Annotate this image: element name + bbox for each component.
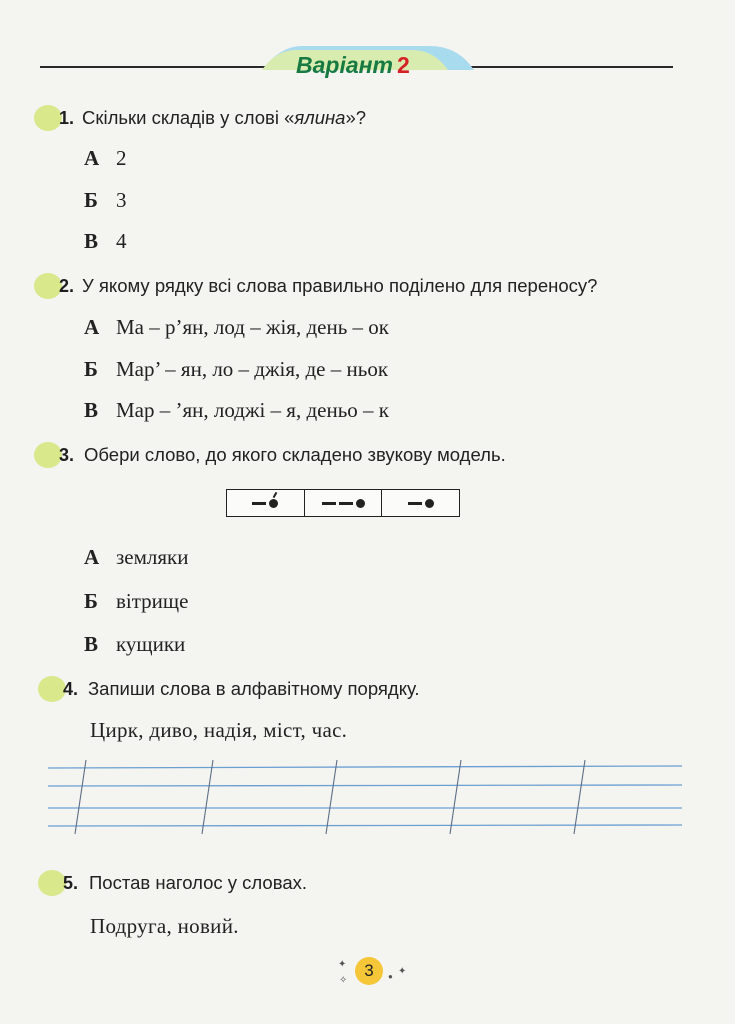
option-text: Ма – р’ян, лод – жія, день – ок bbox=[116, 315, 389, 339]
option-text: 4 bbox=[116, 229, 127, 253]
question-number: 3. bbox=[58, 444, 74, 465]
answer-option[interactable] bbox=[84, 188, 127, 213]
number-blob bbox=[38, 870, 66, 896]
variant-label: Варіант bbox=[296, 52, 393, 78]
number-blob bbox=[38, 676, 66, 702]
syllable-cell bbox=[305, 490, 383, 516]
answer-option[interactable] bbox=[84, 589, 188, 614]
consonant-dash bbox=[339, 502, 353, 505]
question-text: Постав наголос у словах. bbox=[89, 872, 307, 893]
answer-option[interactable] bbox=[84, 146, 127, 171]
option-letter: В bbox=[84, 632, 99, 656]
question-text-part: »? bbox=[345, 107, 367, 128]
answer-option[interactable] bbox=[84, 315, 389, 340]
question-number-badge bbox=[38, 675, 78, 703]
syllable-cell bbox=[382, 490, 459, 516]
option-text: Мар – ’ян, лоджі – я, деньо – к bbox=[116, 398, 389, 422]
example-words: Подруга, новий. bbox=[90, 914, 239, 938]
number-blob bbox=[34, 273, 62, 299]
question-text-part: Скільки складів у слові « bbox=[82, 107, 295, 128]
handwriting-lines[interactable] bbox=[48, 752, 684, 840]
question-number-badge bbox=[34, 272, 74, 300]
option-letter: А bbox=[84, 146, 100, 170]
variant-title bbox=[296, 52, 410, 79]
option-letter: Б bbox=[84, 589, 98, 613]
sparkle-icon: ✦ bbox=[398, 966, 407, 977]
sparkle-icon: ✦ bbox=[338, 959, 347, 970]
sound-model-diagram bbox=[226, 489, 460, 517]
question-number: 4. bbox=[62, 678, 78, 699]
option-letter: В bbox=[84, 398, 99, 422]
answer-option[interactable] bbox=[84, 632, 185, 657]
question-text: Запиши слова в алфавітному порядку. bbox=[88, 678, 420, 699]
question-text bbox=[82, 107, 366, 129]
question-text: Обери слово, до якого складено звукову модель. bbox=[84, 444, 506, 465]
answer-option[interactable] bbox=[84, 229, 127, 254]
number-blob bbox=[34, 442, 62, 468]
question-number: 5. bbox=[62, 872, 78, 893]
consonant-dash bbox=[252, 502, 266, 505]
option-text: кущики bbox=[116, 632, 186, 656]
option-letter: А bbox=[84, 315, 100, 339]
question-keyword: ялина bbox=[294, 107, 346, 128]
answer-option[interactable] bbox=[84, 357, 388, 382]
sparkle-icon: ✧ bbox=[339, 975, 348, 986]
option-text: вітрище bbox=[116, 589, 189, 613]
option-letter: В bbox=[84, 229, 99, 253]
question-number-badge bbox=[34, 441, 74, 469]
option-letter: А bbox=[84, 545, 100, 569]
syllable-cell bbox=[227, 490, 305, 516]
option-text: 2 bbox=[116, 146, 127, 170]
dot-icon: ● bbox=[388, 972, 393, 981]
question-number: 2. bbox=[58, 275, 74, 296]
example-words: Цирк, диво, надія, міст, час. bbox=[90, 718, 348, 742]
question-number-badge bbox=[34, 104, 74, 132]
option-text: земляки bbox=[116, 545, 189, 569]
stressed-vowel-dot bbox=[269, 499, 278, 508]
answer-option[interactable] bbox=[84, 545, 189, 570]
question-number: 1. bbox=[58, 107, 74, 128]
option-text: 3 bbox=[116, 188, 127, 212]
question-number-badge bbox=[38, 869, 78, 897]
vowel-dot bbox=[425, 499, 434, 508]
option-letter: Б bbox=[84, 357, 98, 381]
option-letter: Б bbox=[84, 188, 98, 212]
page-number: 3 bbox=[355, 957, 383, 985]
variant-number: 2 bbox=[396, 52, 410, 78]
answer-option[interactable] bbox=[84, 398, 389, 423]
consonant-dash bbox=[322, 502, 336, 505]
question-text: У якому рядку всі слова правильно поділено для переносу? bbox=[82, 275, 598, 296]
option-text: Мар’ – ян, ло – джія, де – ньок bbox=[116, 357, 389, 381]
vowel-dot bbox=[356, 499, 365, 508]
consonant-dash bbox=[408, 502, 422, 505]
number-blob bbox=[34, 105, 62, 131]
